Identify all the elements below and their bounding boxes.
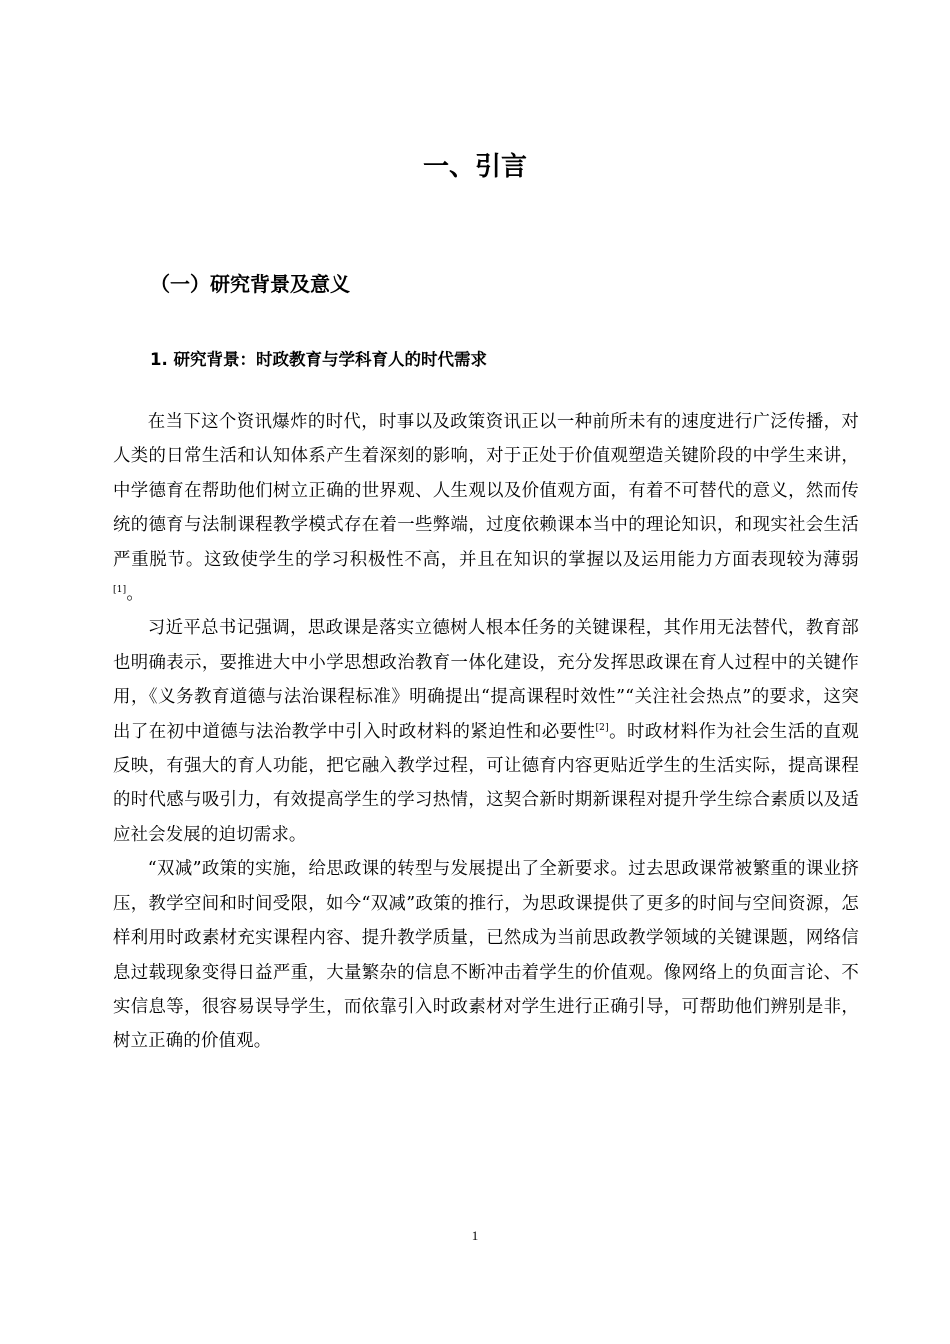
- page-number: 1: [471, 1228, 479, 1243]
- paragraph-2-tail: 。时政材料作为社会生活的直观反映，有强大的育人功能，把它融入教学过程，可让德育内容更贴近学生的生活实际，提高课程的时代感与吸引力，有效提高学生的学习热情，这契合新时期新课程对提升学生综合素质以及适应社会发展的迫切需求。: [113, 721, 859, 845]
- body-text: [113, 405, 859, 1059]
- paragraph-1-text: 在当下这个资讯爆炸的时代，时事以及政策资讯正以一种前所未有的速度进行广泛传播，对人类的日常生活和认知体系产生着深刻的影响，对于正处于价值观塑造关键阶段的中学生来讲，中学德育在帮助他们树立正确的世界观、人生观以及价值观方面，有着不可替代的意义，然而传统的德育与法制课程教学模式存在着一些弊端，过度依赖课本当中的理论知识，和现实社会生活严重脱节。这致使学生的学习积极性不高，并且在知识的掌握以及运用能力方面表现较为薄弱: [113, 412, 859, 570]
- paragraph-1-tail: 。: [126, 584, 144, 605]
- paragraph-3-text: “双减”政策的实施，给思政课的转型与发展提出了全新要求。过去思政课常被繁重的课业挤压，教学空间和时间受限，如今“双减”政策的推行，为思政课提供了更多的时间与空间资源，怎样利用时政素材充实课程内容、提升教学质量，已然成为当前思政教学领域的关键课题，网络信息过载现象变得日益严重，大量繁杂的信息不断冲击着学生的价值观。像网络上的负面言论、不实信息等，很容易误导学生，而依靠引入时政素材对学生进行正确引导，可帮助他们辨别是非，树立正确的价值观。: [113, 859, 859, 1052]
- chapter-title: 一、引言: [422, 152, 527, 182]
- subsection-title: 1. 研究背景：时政教育与学科育人的时代需求: [150, 350, 487, 369]
- paragraph-3: [113, 852, 859, 1058]
- citation-ref-1: [1]: [113, 585, 127, 596]
- section-title: （一）研究背景及意义: [150, 272, 350, 296]
- citation-ref-2: [2]: [595, 722, 609, 733]
- paragraph-1: [113, 405, 859, 611]
- paragraph-2: [113, 611, 859, 852]
- paragraph-2-text: 习近平总书记强调，思政课是落实立德树人根本任务的关键课程，其作用无法替代，教育部也明确表示，要推进大中小学思想政治教育一体化建设，充分发挥思政课在育人过程中的关键作用，《义务教育道德与法治课程标准》明确提出“提高课程时效性”“关注社会热点”的要求，这突出了在初中道德与法治教学中引入时政材料的紧迫性和必要性: [113, 618, 859, 742]
